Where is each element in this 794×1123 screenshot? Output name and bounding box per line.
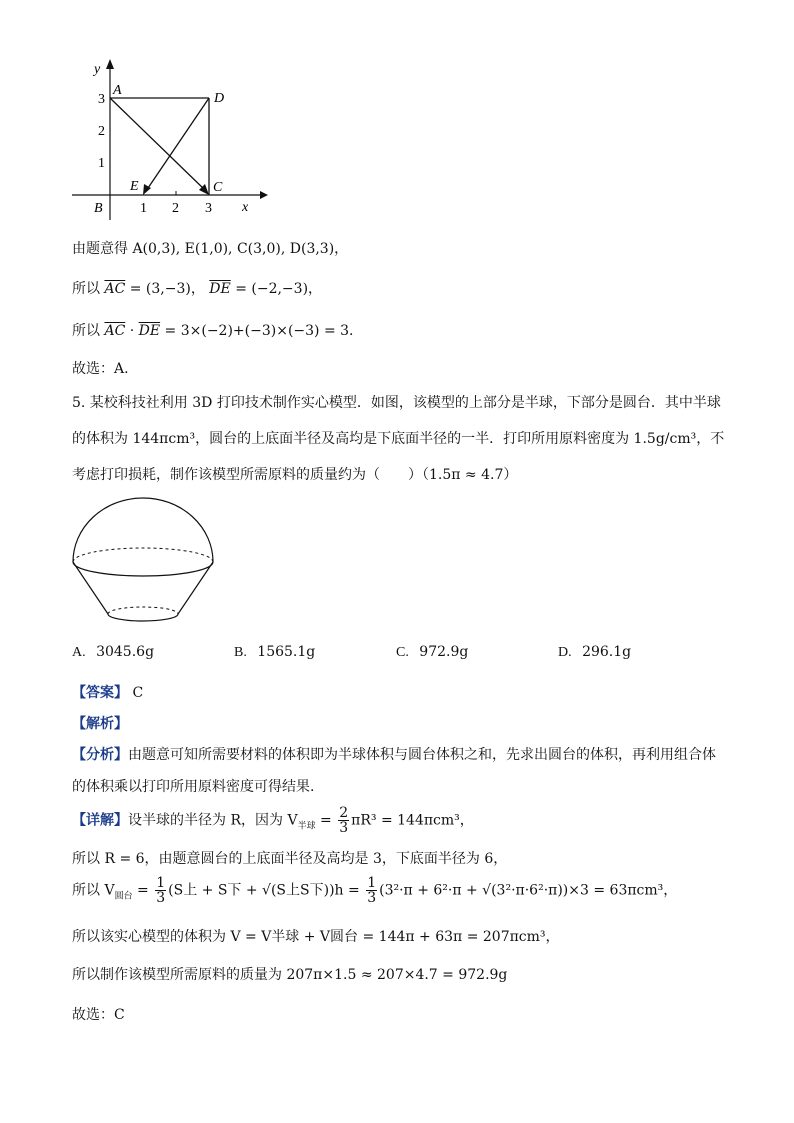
- fraction-den: 3: [339, 820, 349, 836]
- fraction-two-thirds: [338, 806, 349, 835]
- coordinate-graph: [60, 55, 270, 225]
- frustum-left-edge: [73, 562, 108, 614]
- solution-line-vectors: [72, 278, 322, 298]
- fraction-num: 1: [367, 875, 377, 891]
- detail-line-6: 故选：C: [72, 1007, 125, 1023]
- detail-s3-mid: (S上 + S下 + √(S上S下))h =: [168, 882, 365, 899]
- vector-AC-value: = (3,−3)，: [129, 281, 205, 297]
- option-C-letter: C.: [396, 645, 409, 660]
- point-B-label: B: [94, 201, 103, 216]
- question-5-line-1: 5. 某校科技社利用 3D 打印技术制作实心模型．如图，该模型的上部分是半球，下部分是圆台．其中半球: [72, 395, 721, 411]
- x-axis-arrow: [260, 191, 268, 199]
- fraction-den: 3: [156, 890, 166, 906]
- option-D: [558, 644, 631, 661]
- detail-s1-prefix: 设半球的半径为 R，因为 V: [128, 812, 298, 829]
- y-tick-1: 1: [98, 156, 105, 171]
- option-B: [234, 644, 315, 661]
- vector-AC: [110, 98, 206, 191]
- vector-DE-label: $\overline{DE}$: [209, 281, 231, 297]
- detail-s3-sub: 圆台: [114, 891, 133, 902]
- point-D-label: D: [214, 91, 225, 106]
- option-A: [72, 644, 154, 661]
- ellipse-back: [73, 548, 213, 562]
- answer-line: [72, 682, 143, 702]
- analysis-heading: 【解析】: [72, 716, 128, 732]
- detail-s3-eq: =: [132, 882, 154, 899]
- option-A-letter: A.: [72, 645, 86, 660]
- option-D-letter: D.: [558, 645, 572, 660]
- fraction-one-third: [155, 876, 166, 905]
- detail-line-3: [72, 876, 677, 905]
- dot-operator: ·: [129, 323, 139, 339]
- x-tick-label-3: 3: [205, 201, 212, 216]
- option-D-value: 296.1g: [582, 644, 632, 660]
- ellipse-front: [73, 562, 213, 576]
- y-tick-3: 3: [98, 92, 105, 107]
- fenxi-line-2: 的体积乘以打印所用原料密度可得结果.: [72, 779, 315, 795]
- fenxi-label: 【分析】: [72, 747, 128, 763]
- detail-line-1: [72, 806, 474, 835]
- fraction-one-third-2: [366, 876, 377, 905]
- frustum-right-edge: [178, 562, 213, 614]
- answer-label: 【答案】: [72, 685, 128, 701]
- option-A-value: 3045.6g: [96, 644, 155, 660]
- dot-product-result: = 3×(−2)+(−3)×(−3) = 3.: [164, 323, 354, 339]
- solution-line-points: 由题意得 A(0,3), E(1,0), C(3,0), D(3,3)，: [72, 241, 349, 257]
- detail-label: 【详解】: [72, 812, 128, 829]
- option-B-value: 1565.1g: [257, 644, 316, 660]
- option-B-letter: B.: [234, 645, 247, 660]
- x-tick-label-1: 1: [140, 201, 147, 216]
- option-C: [396, 644, 468, 661]
- fraction-num: 2: [339, 805, 349, 821]
- detail-s3-rest: (3²·π + 6²·π + √(3²·π·6²·π))×3 = 63πcm³，: [379, 882, 678, 899]
- vector-AC-label: $\overline{AC}$: [104, 323, 126, 339]
- x-axis-label: x: [242, 200, 249, 215]
- detail-s1-rest: πR³ = 144πcm³，: [351, 812, 474, 829]
- text-prefix: 所以: [72, 323, 100, 339]
- detail-s1-eq: =: [315, 812, 337, 829]
- answer-value: C: [132, 685, 144, 701]
- vector-DE: [146, 98, 209, 191]
- vector-DE-label: $\overline{DE}$: [138, 323, 161, 339]
- fraction-den: 3: [367, 890, 377, 906]
- question-5-line-2: 的体积为 144πcm³，圆台的上底面半径及高均是下底面半径的一半．打印所用原料密度为 1.5g/cm³，不: [72, 431, 725, 447]
- fenxi-line-1: [72, 744, 716, 764]
- bottom-ellipse-front: [108, 614, 178, 621]
- text-prefix: 所以: [72, 281, 100, 297]
- detail-line-4: 所以该实心模型的体积为 V = V半球 + V圆台 = 144π + 63π = 207πcm³，: [72, 929, 560, 945]
- bottom-ellipse-back: [108, 607, 178, 614]
- solution-choice-A: 故选：A.: [72, 361, 129, 377]
- y-axis-label: y: [94, 62, 101, 77]
- detail-s3-prefix: 所以 V: [72, 882, 115, 899]
- vector-DE-value: = (−2,−3)，: [235, 281, 323, 297]
- analysis-label: [72, 713, 128, 733]
- y-tick-2: 2: [98, 124, 105, 139]
- point-C-label: C: [213, 180, 223, 195]
- fenxi-text-1: 由题意可知所需要材料的体积即为半球体积与圆台体积之和，先求出圆台的体积，再利用组合体: [128, 747, 716, 763]
- x-tick-label-2: 2: [172, 201, 179, 216]
- point-A-label: A: [113, 83, 122, 98]
- detail-line-5: 所以制作该模型所需原料的质量为 207π×1.5 ≈ 207×4.7 = 972.9g: [72, 967, 508, 983]
- fraction-num: 1: [156, 875, 166, 891]
- question-5-line-3: 考虑打印损耗，制作该模型所需原料的质量约为（ ）（1.5π ≈ 4.7）: [72, 467, 518, 483]
- detail-s1-sub: 半球: [297, 821, 316, 832]
- vector-AC-label: $\overline{AC}$: [104, 281, 126, 297]
- hemisphere-frustum-figure: [68, 496, 224, 628]
- detail-line-2: 所以 R = 6，由题意圆台的上底面半径及高均是 3，下底面半径为 6，: [72, 851, 508, 867]
- point-E-label: E: [130, 179, 139, 194]
- option-C-value: 972.9g: [419, 644, 469, 660]
- y-axis-arrow: [106, 59, 114, 69]
- solution-line-dot-product: [72, 320, 354, 340]
